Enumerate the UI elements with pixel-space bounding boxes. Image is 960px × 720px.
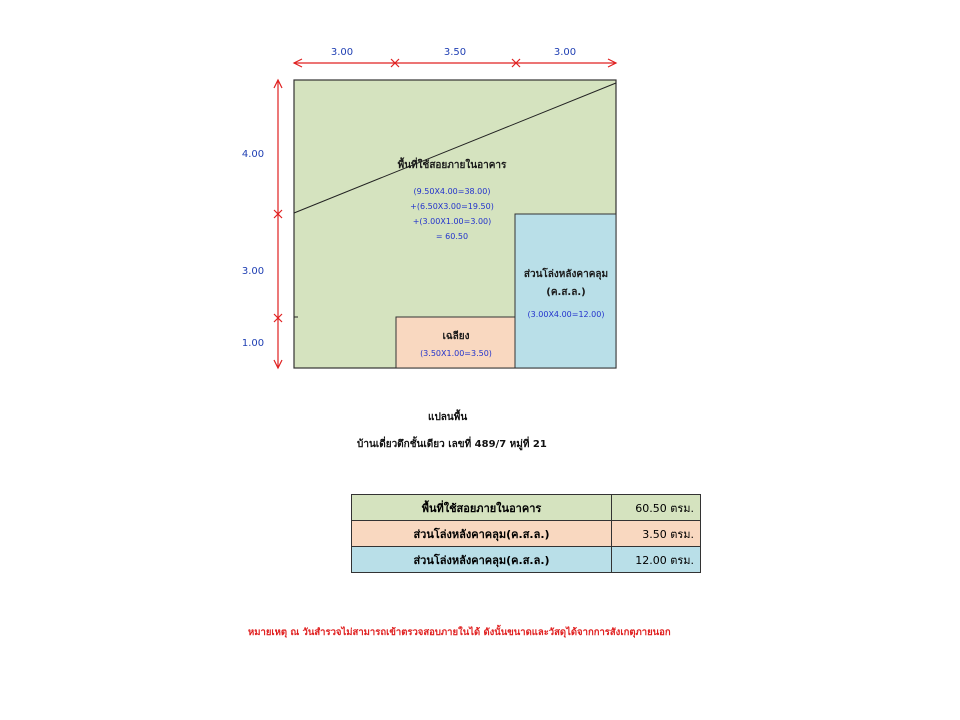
living-calc-2: +(6.50X3.00=19.50) bbox=[410, 202, 494, 211]
living-calc-1: (9.50X4.00=38.00) bbox=[413, 187, 491, 196]
carport-calc: (3.00X4.00=12.00) bbox=[527, 310, 605, 319]
summary-label: ส่วนโล่งหลังคาคลุม(ค.ส.ล.) bbox=[352, 521, 612, 547]
porch-area bbox=[396, 317, 515, 368]
living-calc-4: = 60.50 bbox=[435, 232, 469, 241]
caption-title: แปลนพื้น bbox=[428, 412, 468, 423]
porch-title: เฉลียง bbox=[442, 331, 470, 342]
top-dimension-line bbox=[294, 59, 616, 67]
carport-title: ส่วนโล่งหลังคาคลุม bbox=[523, 269, 609, 280]
living-calc-3: +(3.00X1.00=3.00) bbox=[412, 217, 492, 226]
top-dim-2: 3.50 bbox=[443, 47, 467, 58]
remark-note: หมายเหตุ ณ วันสำรวจไม่สามารถเข้าตรวจสอบภายในได้ ดังนั้นขนาดและวัสดุได้จากการสังเกตุภายนอก bbox=[248, 627, 671, 638]
summary-value: 60.50 ตรม. bbox=[612, 495, 701, 521]
side-dim-3: 1.00 bbox=[241, 338, 265, 349]
summary-row-living bbox=[352, 495, 701, 521]
carport-subtitle: (ค.ส.ล.) bbox=[546, 287, 586, 298]
summary-value: 3.50 ตรม. bbox=[612, 521, 701, 547]
summary-value: 12.00 ตรม. bbox=[612, 547, 701, 573]
summary-row-carport bbox=[352, 547, 701, 573]
summary-label: ส่วนโล่งหลังคาคลุม(ค.ส.ล.) bbox=[352, 547, 612, 573]
summary-row-porch bbox=[352, 521, 701, 547]
summary-label: พื้นที่ใช้สอยภายในอาคาร bbox=[352, 495, 612, 521]
porch-calc: (3.50X1.00=3.50) bbox=[420, 349, 492, 358]
side-dim-1: 4.00 bbox=[241, 149, 265, 160]
caption-subtitle: บ้านเดี่ยวตึกชั้นเดียว เลขที่ 489/7 หมู่ที่ 21 bbox=[357, 439, 547, 450]
area-summary-table bbox=[351, 494, 701, 573]
side-dim-2: 3.00 bbox=[241, 266, 265, 277]
top-dim-3: 3.00 bbox=[553, 47, 577, 58]
living-area-title: พื้นที่ใช้สอยภายในอาคาร bbox=[397, 160, 507, 171]
left-dimension-line bbox=[274, 80, 282, 368]
top-dim-1: 3.00 bbox=[330, 47, 354, 58]
